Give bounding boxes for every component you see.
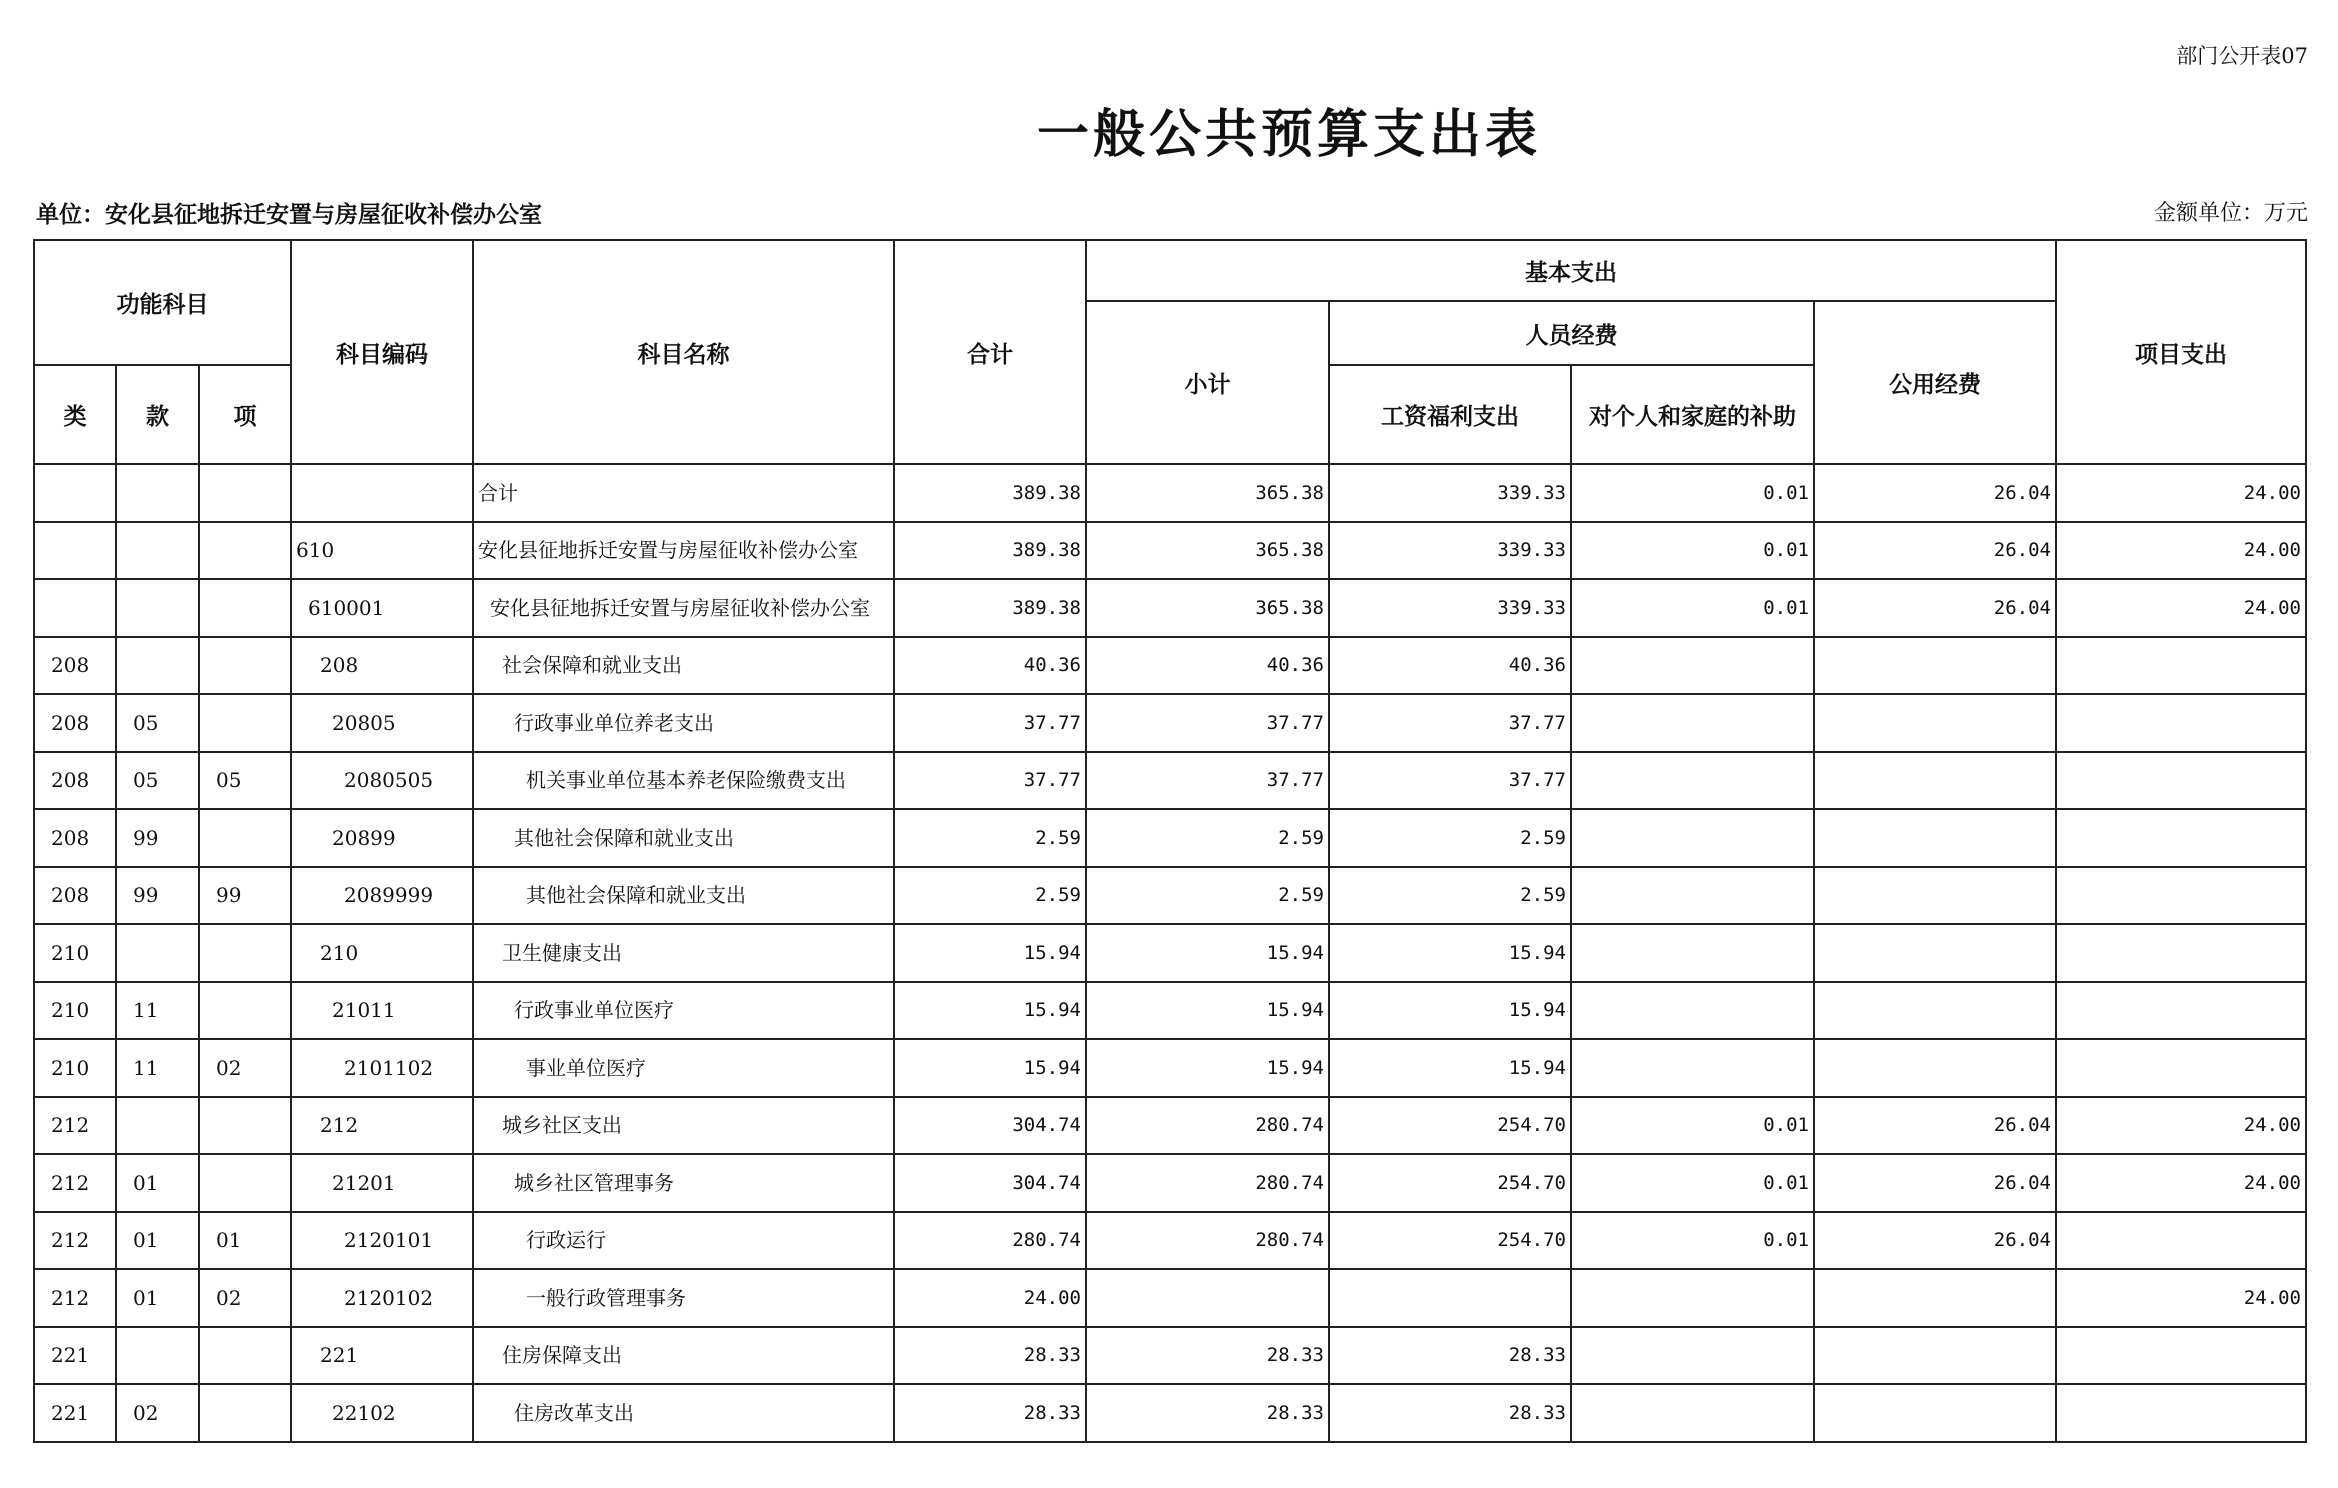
cell-kuan: [116, 637, 199, 695]
cell-subsidy: 0.01: [1571, 579, 1814, 637]
cell-lei: 210: [34, 1039, 116, 1097]
cell-xiang: [199, 522, 291, 580]
cell-subtotal: 365.38: [1086, 522, 1329, 580]
cell-name: 其他社会保障和就业支出: [473, 867, 894, 925]
cell-project: 24.00: [2056, 1097, 2306, 1155]
cell-subsidy: 0.01: [1571, 1212, 1814, 1270]
table-row: [34, 1212, 2306, 1270]
table-number-label: 部门公开表07: [2176, 44, 2308, 68]
table-row: [34, 1154, 2306, 1212]
cell-wages: 37.77: [1329, 752, 1571, 810]
cell-project: 24.00: [2056, 522, 2306, 580]
cell-subtotal: 280.74: [1086, 1154, 1329, 1212]
table-row: [34, 982, 2306, 1040]
cell-total: 389.38: [894, 464, 1086, 522]
table-row: [34, 522, 2306, 580]
cell-wages: 15.94: [1329, 924, 1571, 982]
cell-xiang: [199, 809, 291, 867]
cell-wages: 37.77: [1329, 694, 1571, 752]
cell-subtotal: 280.74: [1086, 1212, 1329, 1270]
cell-xiang: 01: [199, 1212, 291, 1270]
cell-wages: 15.94: [1329, 1039, 1571, 1097]
cell-project: [2056, 867, 2306, 925]
cell-subsidy: [1571, 1269, 1814, 1327]
cell-public: 26.04: [1814, 522, 2056, 580]
cell-public: [1814, 924, 2056, 982]
cell-kuan: 99: [116, 809, 199, 867]
cell-subtotal: 40.36: [1086, 637, 1329, 695]
cell-name: 事业单位医疗: [473, 1039, 894, 1097]
table-row: [34, 1097, 2306, 1155]
cell-subsidy: 0.01: [1571, 1154, 1814, 1212]
cell-lei: 212: [34, 1097, 116, 1155]
cell-total: 2.59: [894, 809, 1086, 867]
cell-xiang: [199, 1327, 291, 1385]
cell-kuan: 11: [116, 982, 199, 1040]
table-row: [34, 924, 2306, 982]
cell-wages: 339.33: [1329, 579, 1571, 637]
header-code: 科目编码: [291, 240, 473, 464]
cell-lei: 208: [34, 809, 116, 867]
cell-subtotal: [1086, 1269, 1329, 1327]
table-row: [34, 1269, 2306, 1327]
cell-project: [2056, 1327, 2306, 1385]
cell-code: 210: [291, 924, 473, 982]
cell-kuan: 05: [116, 752, 199, 810]
cell-lei: [34, 522, 116, 580]
cell-subsidy: [1571, 982, 1814, 1040]
cell-code: 2120102: [291, 1269, 473, 1327]
cell-kuan: 11: [116, 1039, 199, 1097]
cell-name: 合计: [473, 464, 894, 522]
table-row: [34, 1384, 2306, 1442]
cell-lei: [34, 464, 116, 522]
header-total: 合计: [894, 240, 1086, 464]
cell-public: [1814, 1384, 2056, 1442]
cell-code: 20899: [291, 809, 473, 867]
cell-name: 机关事业单位基本养老保险缴费支出: [473, 752, 894, 810]
cell-public: 26.04: [1814, 464, 2056, 522]
table-row: [34, 1039, 2306, 1097]
cell-xiang: [199, 924, 291, 982]
table-row: [34, 1327, 2306, 1385]
cell-code: 20805: [291, 694, 473, 752]
cell-lei: 221: [34, 1384, 116, 1442]
cell-subtotal: 28.33: [1086, 1327, 1329, 1385]
cell-wages: 254.70: [1329, 1154, 1571, 1212]
cell-subtotal: 365.38: [1086, 464, 1329, 522]
cell-code: [291, 464, 473, 522]
cell-subsidy: [1571, 809, 1814, 867]
cell-name: 其他社会保障和就业支出: [473, 809, 894, 867]
cell-wages: 254.70: [1329, 1212, 1571, 1270]
cell-kuan: 02: [116, 1384, 199, 1442]
cell-public: [1814, 1269, 2056, 1327]
cell-subsidy: [1571, 867, 1814, 925]
cell-project: 24.00: [2056, 1154, 2306, 1212]
cell-project: [2056, 1212, 2306, 1270]
cell-total: 40.36: [894, 637, 1086, 695]
cell-public: [1814, 1327, 2056, 1385]
cell-subtotal: 37.77: [1086, 694, 1329, 752]
cell-kuan: [116, 522, 199, 580]
table-body: [34, 464, 2306, 1442]
header-kuan: 款: [116, 365, 199, 464]
cell-name: 安化县征地拆迁安置与房屋征收补偿办公室: [473, 522, 894, 580]
table-row: [34, 694, 2306, 752]
cell-public: [1814, 982, 2056, 1040]
cell-code: 2089999: [291, 867, 473, 925]
cell-public: [1814, 1039, 2056, 1097]
cell-wages: 40.36: [1329, 637, 1571, 695]
cell-subsidy: 0.01: [1571, 464, 1814, 522]
cell-total: 24.00: [894, 1269, 1086, 1327]
cell-lei: 221: [34, 1327, 116, 1385]
cell-name: 城乡社区支出: [473, 1097, 894, 1155]
cell-lei: 208: [34, 867, 116, 925]
cell-code: 22102: [291, 1384, 473, 1442]
cell-code: 610: [291, 522, 473, 580]
cell-xiang: [199, 1154, 291, 1212]
cell-lei: 208: [34, 694, 116, 752]
cell-wages: 28.33: [1329, 1327, 1571, 1385]
cell-name: 住房保障支出: [473, 1327, 894, 1385]
cell-wages: 2.59: [1329, 867, 1571, 925]
table-row: [34, 579, 2306, 637]
cell-kuan: 99: [116, 867, 199, 925]
cell-subsidy: 0.01: [1571, 1097, 1814, 1155]
cell-total: 37.77: [894, 752, 1086, 810]
cell-lei: [34, 579, 116, 637]
header-public: 公用经费: [1814, 301, 2056, 464]
cell-code: 2101102: [291, 1039, 473, 1097]
cell-public: [1814, 752, 2056, 810]
cell-public: 26.04: [1814, 579, 2056, 637]
cell-kuan: [116, 1097, 199, 1155]
cell-total: 15.94: [894, 1039, 1086, 1097]
cell-public: [1814, 867, 2056, 925]
cell-total: 389.38: [894, 579, 1086, 637]
table-row: [34, 637, 2306, 695]
cell-subsidy: [1571, 1039, 1814, 1097]
header-wages: 工资福利支出: [1329, 365, 1571, 464]
cell-wages: 28.33: [1329, 1384, 1571, 1442]
cell-total: 389.38: [894, 522, 1086, 580]
cell-project: [2056, 694, 2306, 752]
cell-kuan: [116, 924, 199, 982]
cell-code: 208: [291, 637, 473, 695]
cell-code: 21201: [291, 1154, 473, 1212]
cell-subsidy: [1571, 924, 1814, 982]
cell-kuan: [116, 464, 199, 522]
cell-lei: 212: [34, 1269, 116, 1327]
table-row: [34, 752, 2306, 810]
cell-xiang: 02: [199, 1039, 291, 1097]
cell-wages: [1329, 1269, 1571, 1327]
cell-subtotal: 365.38: [1086, 579, 1329, 637]
cell-total: 280.74: [894, 1212, 1086, 1270]
cell-subtotal: 15.94: [1086, 924, 1329, 982]
cell-wages: 339.33: [1329, 522, 1571, 580]
cell-total: 304.74: [894, 1154, 1086, 1212]
cell-wages: 2.59: [1329, 809, 1571, 867]
cell-lei: 212: [34, 1154, 116, 1212]
cell-lei: 210: [34, 982, 116, 1040]
cell-project: [2056, 1384, 2306, 1442]
cell-wages: 339.33: [1329, 464, 1571, 522]
cell-wages: 254.70: [1329, 1097, 1571, 1155]
cell-subsidy: [1571, 694, 1814, 752]
cell-code: 2080505: [291, 752, 473, 810]
cell-project: [2056, 1039, 2306, 1097]
cell-project: [2056, 982, 2306, 1040]
cell-subsidy: [1571, 637, 1814, 695]
table-row: [34, 809, 2306, 867]
cell-name: 一般行政管理事务: [473, 1269, 894, 1327]
cell-xiang: [199, 579, 291, 637]
cell-kuan: 05: [116, 694, 199, 752]
cell-subsidy: [1571, 1327, 1814, 1385]
cell-name: 城乡社区管理事务: [473, 1154, 894, 1212]
cell-kuan: 01: [116, 1212, 199, 1270]
cell-subtotal: 15.94: [1086, 1039, 1329, 1097]
cell-xiang: 05: [199, 752, 291, 810]
header-func-subject: 功能科目: [34, 240, 291, 365]
cell-subsidy: [1571, 752, 1814, 810]
cell-xiang: [199, 1097, 291, 1155]
cell-lei: 208: [34, 637, 116, 695]
cell-code: 610001: [291, 579, 473, 637]
cell-lei: 208: [34, 752, 116, 810]
cell-wages: 15.94: [1329, 982, 1571, 1040]
cell-code: 21011: [291, 982, 473, 1040]
table-row: [34, 867, 2306, 925]
cell-project: [2056, 637, 2306, 695]
cell-kuan: 01: [116, 1154, 199, 1212]
cell-lei: 210: [34, 924, 116, 982]
header-subtotal: 小计: [1086, 301, 1329, 464]
cell-xiang: [199, 1384, 291, 1442]
header-project: 项目支出: [2056, 240, 2306, 464]
cell-name: 行政事业单位医疗: [473, 982, 894, 1040]
header-lei: 类: [34, 365, 116, 464]
unit-label: 单位：安化县征地拆迁安置与房屋征收补偿办公室: [36, 201, 542, 228]
cell-code: 221: [291, 1327, 473, 1385]
cell-project: 24.00: [2056, 464, 2306, 522]
header-personnel: 人员经费: [1329, 301, 1814, 365]
cell-total: 15.94: [894, 924, 1086, 982]
cell-name: 住房改革支出: [473, 1384, 894, 1442]
cell-xiang: [199, 982, 291, 1040]
cell-kuan: [116, 1327, 199, 1385]
money-unit-label: 金额单位：万元: [2153, 201, 2308, 226]
cell-lei: 212: [34, 1212, 116, 1270]
cell-subtotal: 28.33: [1086, 1384, 1329, 1442]
header-name: 科目名称: [473, 240, 894, 464]
cell-kuan: [116, 579, 199, 637]
cell-subtotal: 280.74: [1086, 1097, 1329, 1155]
cell-xiang: 99: [199, 867, 291, 925]
cell-project: 24.00: [2056, 1269, 2306, 1327]
cell-subtotal: 37.77: [1086, 752, 1329, 810]
cell-name: 卫生健康支出: [473, 924, 894, 982]
header-basic: 基本支出: [1086, 240, 2056, 301]
header-xiang: 项: [199, 365, 291, 464]
cell-code: 2120101: [291, 1212, 473, 1270]
header-subsidy: 对个人和家庭的补助: [1571, 365, 1814, 464]
cell-xiang: 02: [199, 1269, 291, 1327]
cell-public: 26.04: [1814, 1212, 2056, 1270]
cell-public: 26.04: [1814, 1097, 2056, 1155]
cell-subtotal: 2.59: [1086, 809, 1329, 867]
cell-total: 304.74: [894, 1097, 1086, 1155]
cell-xiang: [199, 464, 291, 522]
cell-total: 2.59: [894, 867, 1086, 925]
cell-public: [1814, 694, 2056, 752]
cell-code: 212: [291, 1097, 473, 1155]
cell-public: [1814, 637, 2056, 695]
cell-total: 28.33: [894, 1384, 1086, 1442]
cell-project: [2056, 809, 2306, 867]
budget-table: [33, 239, 2307, 1443]
cell-total: 37.77: [894, 694, 1086, 752]
cell-project: [2056, 752, 2306, 810]
cell-public: [1814, 809, 2056, 867]
cell-total: 15.94: [894, 982, 1086, 1040]
page-title: 一般公共预算支出表: [1036, 104, 1541, 165]
cell-total: 28.33: [894, 1327, 1086, 1385]
table-row: [34, 464, 2306, 522]
cell-subtotal: 15.94: [1086, 982, 1329, 1040]
cell-name: 社会保障和就业支出: [473, 637, 894, 695]
cell-public: 26.04: [1814, 1154, 2056, 1212]
cell-subsidy: 0.01: [1571, 522, 1814, 580]
cell-name: 行政事业单位养老支出: [473, 694, 894, 752]
cell-name: 安化县征地拆迁安置与房屋征收补偿办公室: [473, 579, 894, 637]
cell-project: 24.00: [2056, 579, 2306, 637]
cell-subsidy: [1571, 1384, 1814, 1442]
cell-kuan: 01: [116, 1269, 199, 1327]
cell-subtotal: 2.59: [1086, 867, 1329, 925]
cell-xiang: [199, 637, 291, 695]
cell-project: [2056, 924, 2306, 982]
cell-xiang: [199, 694, 291, 752]
cell-name: 行政运行: [473, 1212, 894, 1270]
